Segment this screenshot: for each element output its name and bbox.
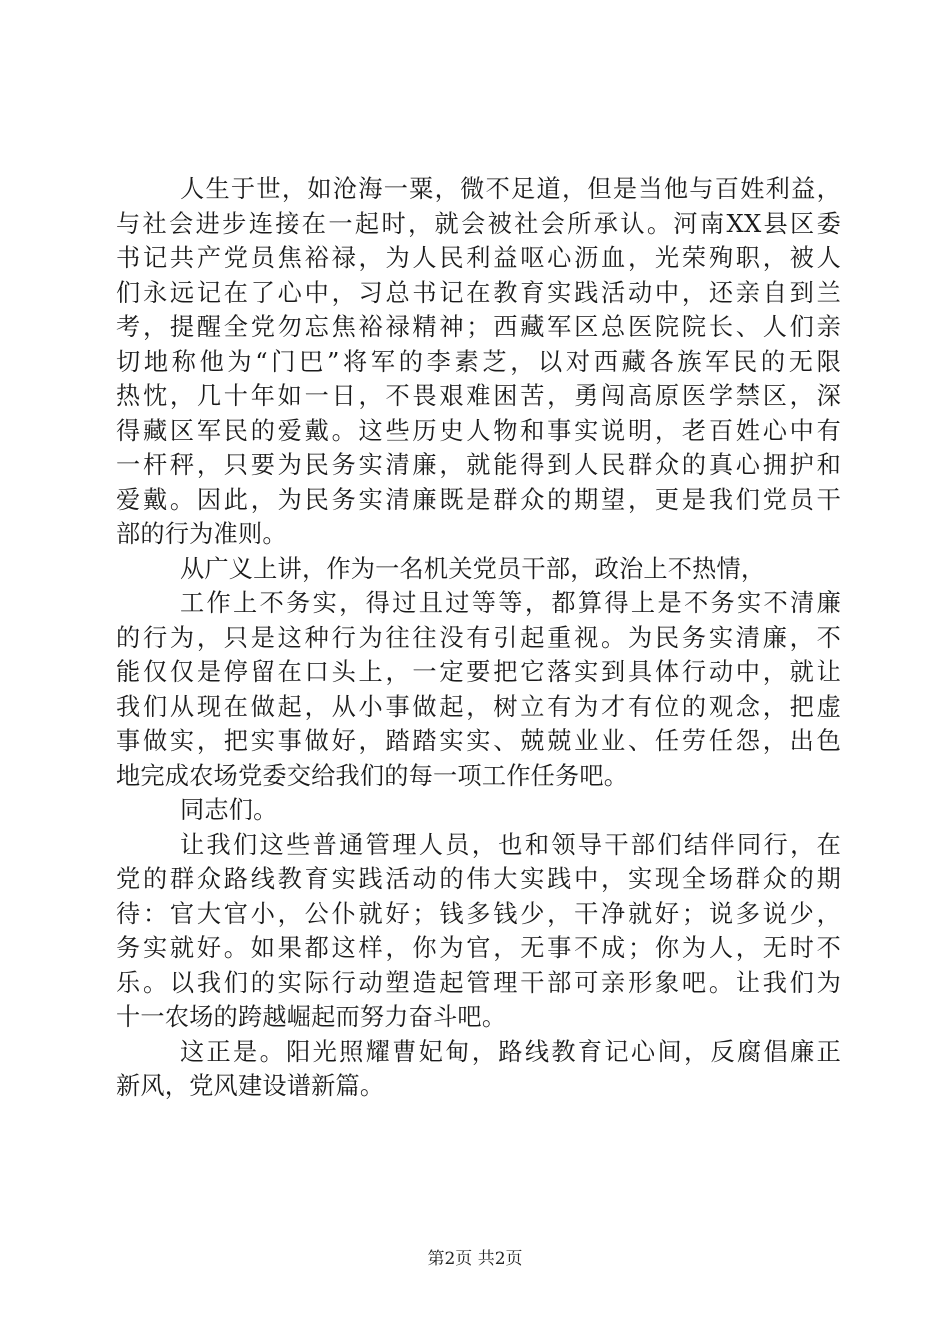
page-number-footer: 第2页 共2页 — [427, 1249, 523, 1269]
text-line: 十一农场的跨越崛起而努力奋斗吧。 — [116, 1003, 507, 1031]
text-line: 能仅仅是停留在口头上，一定要把它落实到具体行动中，就让 — [116, 658, 841, 686]
text-line: 务实就好。如果都这样，你为官，无事不成；你为人，无时不 — [116, 934, 841, 962]
text-line: 爱戴。因此，为民务实清廉既是群众的期望，更是我们党员干 — [116, 485, 841, 514]
text-line: 人生于世，如沧海一粟，微不足道，但是当他与百姓利益， — [180, 175, 841, 203]
text-line: 们永远记在了心中，习总书记在教育实践活动中，还亲自到兰 — [116, 278, 841, 307]
text-line: 的行为，只是这种行为往往没有引起重视。为民务实清廉，不 — [116, 623, 841, 652]
text-line: 从广义上讲，作为一名机关党员干部，政治上不热情， — [180, 554, 766, 583]
text-line: 事做实，把实事做好，踏踏实实、兢兢业业、任劳任怨，出色 — [116, 727, 841, 755]
text-line: 地完成农场党委交给我们的每一项工作任务吧。 — [116, 761, 629, 790]
text-line: 工作上不务实，得过且过等等，都算得上是不务实不清廉 — [180, 589, 841, 617]
text-line: 待：官大官小，公仆就好；钱多钱少，干净就好；说多说少， — [116, 899, 841, 928]
text-line: 热忱，几十年如一日，不畏艰难困苦，勇闯高原医学禁区，深 — [116, 382, 841, 410]
text-line: 书记共产党员焦裕禄，为人民利益呕心沥血，光荣殉职，被人 — [116, 244, 841, 272]
text-line: 同志们。 — [180, 796, 278, 824]
text-line: 让我们这些普通管理人员，也和领导干部们结伴同行，在 — [180, 830, 841, 859]
text-line: 部的行为准则。 — [116, 520, 287, 548]
text-line: 得藏区军民的爱戴。这些历史人物和事实说明，老百姓心中有 — [116, 416, 841, 445]
text-line: 党的群众路线教育实践活动的伟大实践中，实现全场群众的期 — [116, 865, 841, 893]
text-line: 我们从现在做起，从小事做起，树立有为才有位的观念，把虚 — [116, 692, 841, 721]
text-line: 考，提醒全党勿忘焦裕禄精神；西藏军区总医院院长、人们亲 — [116, 313, 841, 341]
text-line: 一杆秤，只要为民务实清廉，就能得到人民群众的真心拥护和 — [116, 451, 841, 479]
text-line: 这正是。阳光照耀曹妃甸，路线教育记心间，反腐倡廉正 — [180, 1037, 841, 1066]
text-line: 与社会进步连接在一起时，就会被社会所承认。河南XX县区委 — [116, 209, 841, 238]
text-line: 新风，党风建设谱新篇。 — [116, 1072, 385, 1100]
body-text — [116, 172, 841, 1104]
text-line: 切地称他为“门巴”将军的李素芝，以对西藏各族军民的无限 — [116, 347, 841, 376]
text-line: 乐。以我们的实际行动塑造起管理干部可亲形象吧。让我们为 — [116, 968, 841, 997]
